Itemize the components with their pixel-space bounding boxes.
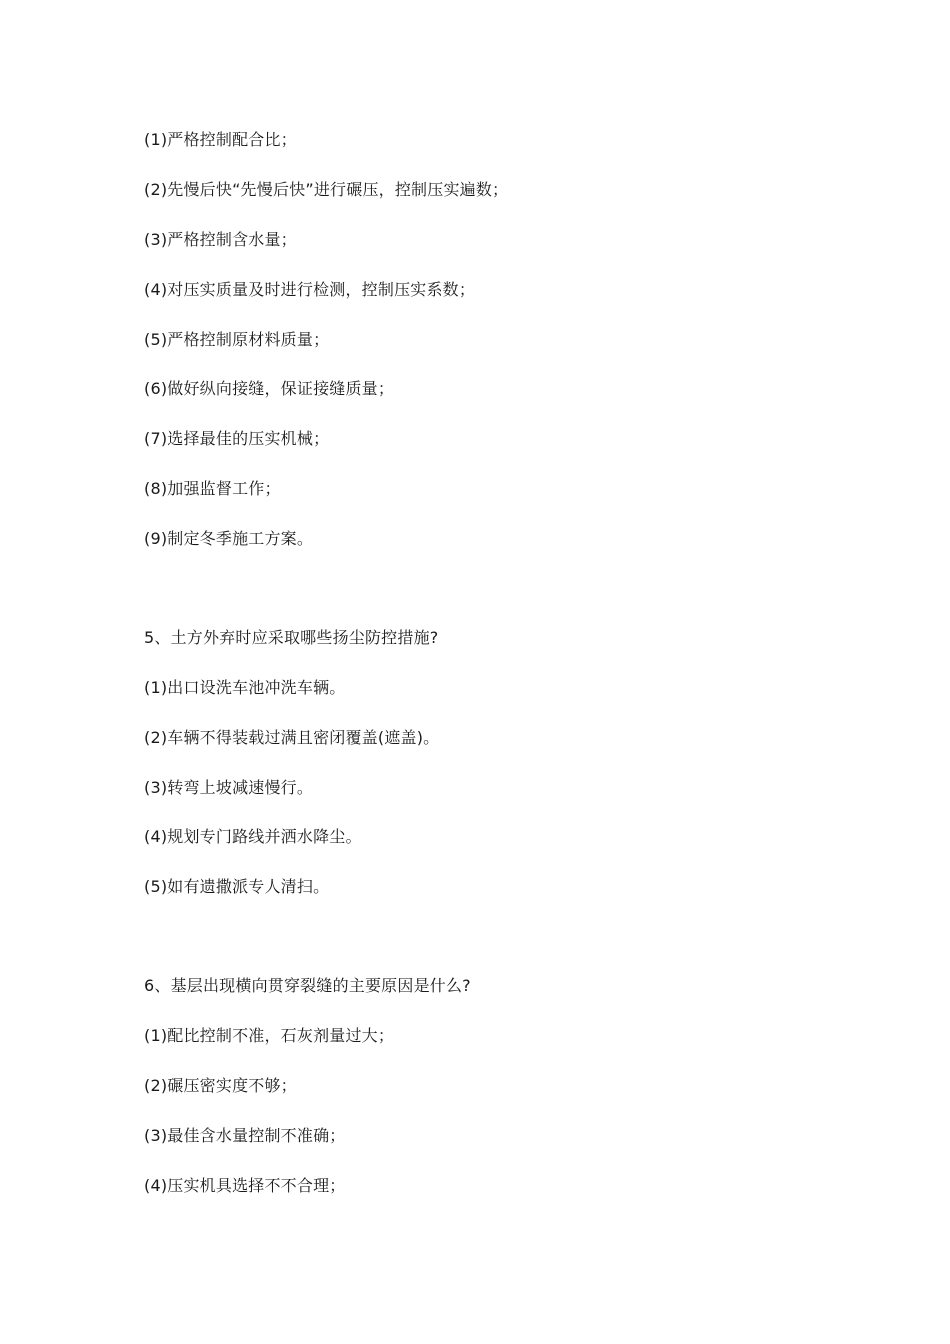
list-item: (9)制定冬季施工方案。: [144, 529, 314, 548]
list-item: (8)加强监督工作；: [144, 479, 281, 498]
list-item: (5)如有遗撒派专人清扫。: [144, 877, 330, 896]
list-item: (5)严格控制原材料质量；: [144, 330, 330, 349]
list-item: (2)车辆不得装载过满且密闭覆盖(遮盖)。: [144, 728, 440, 747]
list-item: (1)配比控制不准，石灰剂量过大；: [144, 1026, 395, 1045]
list-item: (3)最佳含水量控制不准确；: [144, 1126, 346, 1145]
list-item: (4)规划专门路线并洒水降尘。: [144, 827, 362, 846]
list-item: (3)转弯上坡减速慢行。: [144, 778, 314, 797]
list-item: (1)严格控制配合比；: [144, 130, 297, 149]
list-item: (3)严格控制含水量；: [144, 230, 297, 249]
question-heading: 6、基层出现横向贯穿裂缝的主要原因是什么?: [144, 976, 471, 995]
list-item: (2)先慢后快“先慢后快”进行碾压，控制压实遍数；: [144, 180, 509, 199]
question-heading: 5、土方外弃时应采取哪些扬尘防控措施?: [144, 628, 439, 647]
list-item: (4)对压实质量及时进行检测，控制压实系数；: [144, 280, 476, 299]
list-item: (2)碾压密实度不够；: [144, 1076, 297, 1095]
list-item: (1)出口设洗车池冲洗车辆。: [144, 678, 346, 697]
list-item: (6)做好纵向接缝，保证接缝质量；: [144, 379, 395, 398]
list-item: (7)选择最佳的压实机械；: [144, 429, 330, 448]
list-item: (4)压实机具选择不不合理；: [144, 1176, 346, 1195]
